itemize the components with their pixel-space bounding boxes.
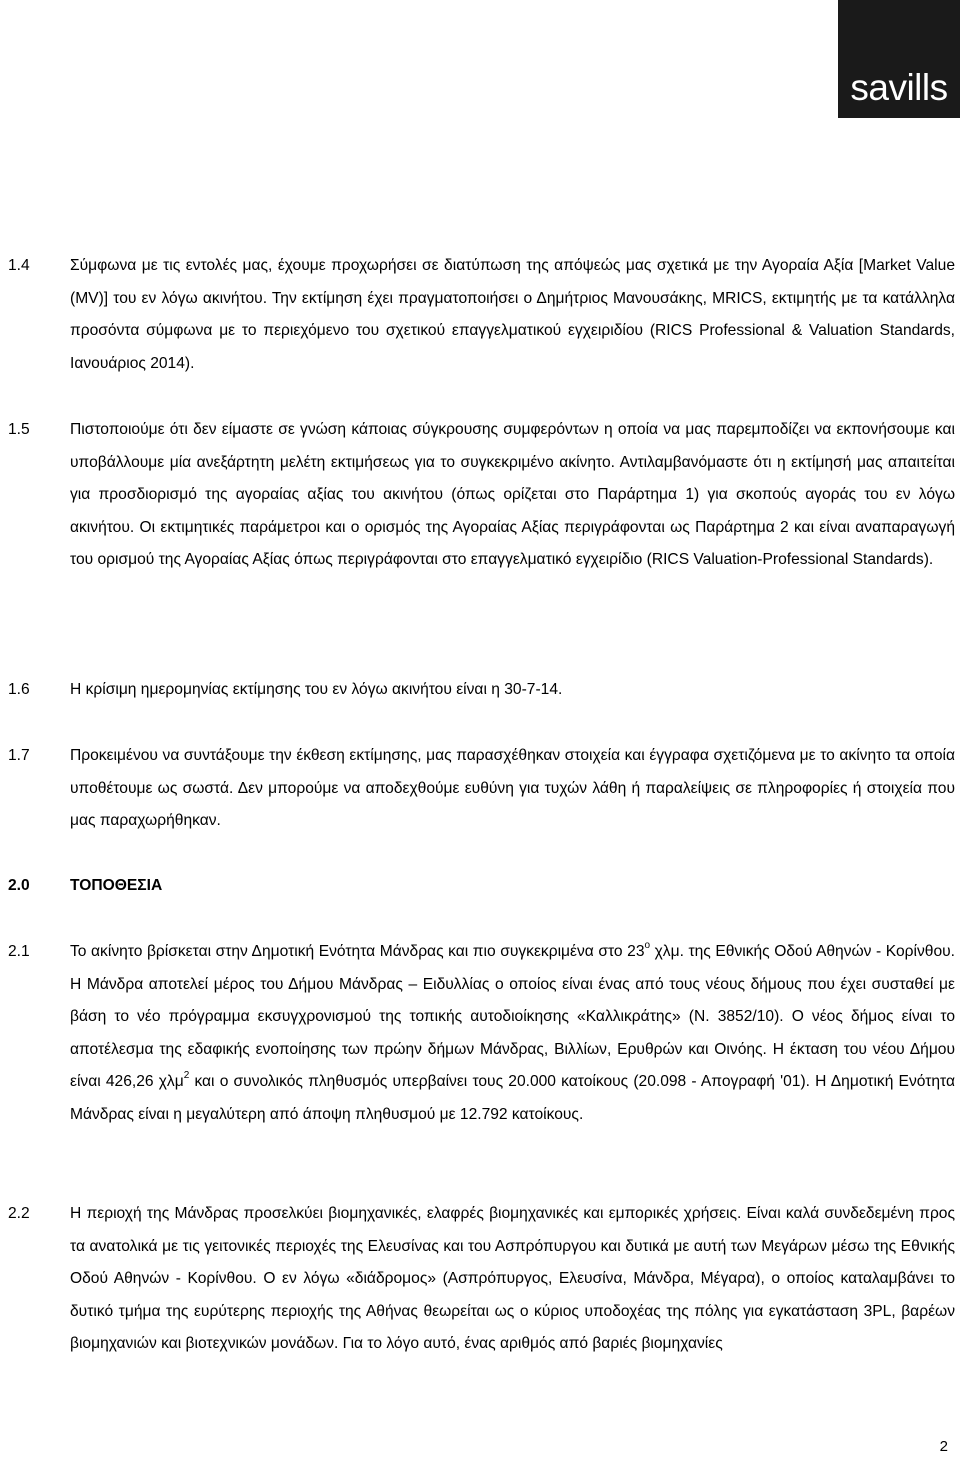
section-text: Η περιοχή της Μάνδρας προσελκύει βιομηχανικές, ελαφρές βιομηχανικές και εμπορικές χρήσεις. Είναι καλά συνδεδεμένη προς τα ανατολικά με τις γειτονικές περιοχές της Ελευσίνας και του Ασπρόπυργου και δυτικά με αυτή των Μεγάρων μέσω της Εθνικής Οδού Αθηνών - Κορίνθου. Ο εν λόγω «διάδρομος» (Ασπρόπυργος, Ελευσίνα, Μάνδρα, Μέγαρα), ο οποίος καταλαμβάνει το δυτικό τμήμα της ευρύτερης περιοχής της Αθήνας θεωρείται ως ο κύριος υποδοχέας της πόλης για εγκατάσταση 3PL, βαρέων βιομηχανιών και βιοτεχνικών μονάδων. Για το λόγο αυτό, ένας αριθμός από βαριές βιομηχανίες	[70, 1205, 955, 1353]
section-number: 1.7	[8, 747, 30, 764]
section-heading: ΤΟΠΟΘΕΣΙΑ	[70, 877, 163, 894]
section-number: 1.6	[8, 681, 30, 698]
section-number: 2.0	[8, 877, 30, 894]
section-text: Η κρίσιμη ημερομηνίας εκτίμησης του εν λόγω ακινήτου είναι η 30-7-14.	[70, 681, 563, 698]
section-number: 1.4	[8, 257, 30, 274]
section-number: 1.5	[8, 421, 30, 438]
superscript-o: ο	[644, 939, 651, 951]
section-number: 2.2	[8, 1205, 30, 1222]
section-number: 2.1	[8, 943, 30, 960]
section-text: Προκειμένου να συντάξουμε την έκθεση εκτίμησης, μας παρασχέθηκαν στοιχεία και έγγραφα σχετιζόμενα με το ακίνητο τα οποία υποθέτουμε ως σωστά. Δεν μπορούμε να αποδεχθούμε ευθύνη για τυχών λάθη ή παραλείψεις σε πληροφορίες ή στοιχεία που μας παραχωρήθηκαν.	[70, 747, 955, 830]
page-number: 2	[939, 1438, 948, 1455]
section-text: Το ακίνητο βρίσκεται στην Δημοτική Ενότητα Μάνδρας και πιο συγκεκριμένα στο $23^o$ χλμ. της Εθνικής Οδού Αθηνών - Κορίνθου. Η Μάνδρα αποτελεί μέρος του Δήμου Μάνδρας – Ειδυλλίας ο οποίος είναι ένας από τους νέους δήμους που έχει συσταθεί με βάση το νέο πρόγραμμα εκσυγχρονισμού της τοπικής αυτοδιοίκησης «Καλλικράτης» (Ν. 3852/10). Ο νέος δήμος είναι το αποτέλεσμα της εδαφικής ενοποίησης των πρώην δήμων Μάνδρας, Βιλλίων, Ερυθρών και Οινόης. Η έκταση του νέου Δήμου είναι 426,26 χλμ$^2$ και ο συνολικός πληθυσμός υπερβαίνει τους 20.000 κατοίκους (20.098 - Απογραφή '01). Η Δημοτική Ενότητα Μάνδρας είναι η μεγαλύτερη από άποψη πληθυσμού με 12.792 κατοίκους.	[70, 939, 955, 1123]
section-text: Πιστοποιούμε ότι δεν είμαστε σε γνώση κάποιας σύγκρουσης συμφερόντων η οποία να μας παρεμποδίζει να εκπονήσουμε και υποβάλλουμε μία ανεξάρτητη μελέτη εκτιμήσεως για το συγκεκριμένο ακίνητο. Αντιλαμβανόμαστε ότι η εκτίμησή μας απαιτείται για προσδιορισμό της αγοραίας αξίας του ακινήτου (όπως ορίζεται στο Παράρτημα 1) για σκοπούς αγοράς του εν λόγω ακινήτου. Οι εκτιμητικές παράμετροι και ο ορισμός της Αγοραίας Αξίας περιγράφονται ως Παράρτημα 2 και είναι αναπαραγωγή του ορισμού της Αγοραίας Αξίας όπως περιγράφονται στο επαγγελματικό εγχειρίδιο (RICS Valuation-Professional Standards).	[70, 421, 955, 569]
section-text: Σύμφωνα με τις εντολές μας, έχουμε προχωρήσει σε διατύπωση της απόψεώς μας σχετικά με την Αγοραία Αξία [Market Value (MV)] του εν λόγω ακινήτου. Την εκτίμηση έχει πραγματοποιήσει ο Δημήτριος Μανουσάκης, MRICS, εκτιμητής με τα κατάλληλα προσόντα σύμφωνα με το περιεχόμενο του σχετικού επαγγελματικού εγχειριδίου (RICS Professional & Valuation Standards, Ιανουάριος 2014).	[70, 257, 955, 372]
savills-logo	[838, 0, 960, 118]
logo-text: savills	[850, 67, 948, 108]
superscript-2: 2	[183, 1070, 190, 1082]
